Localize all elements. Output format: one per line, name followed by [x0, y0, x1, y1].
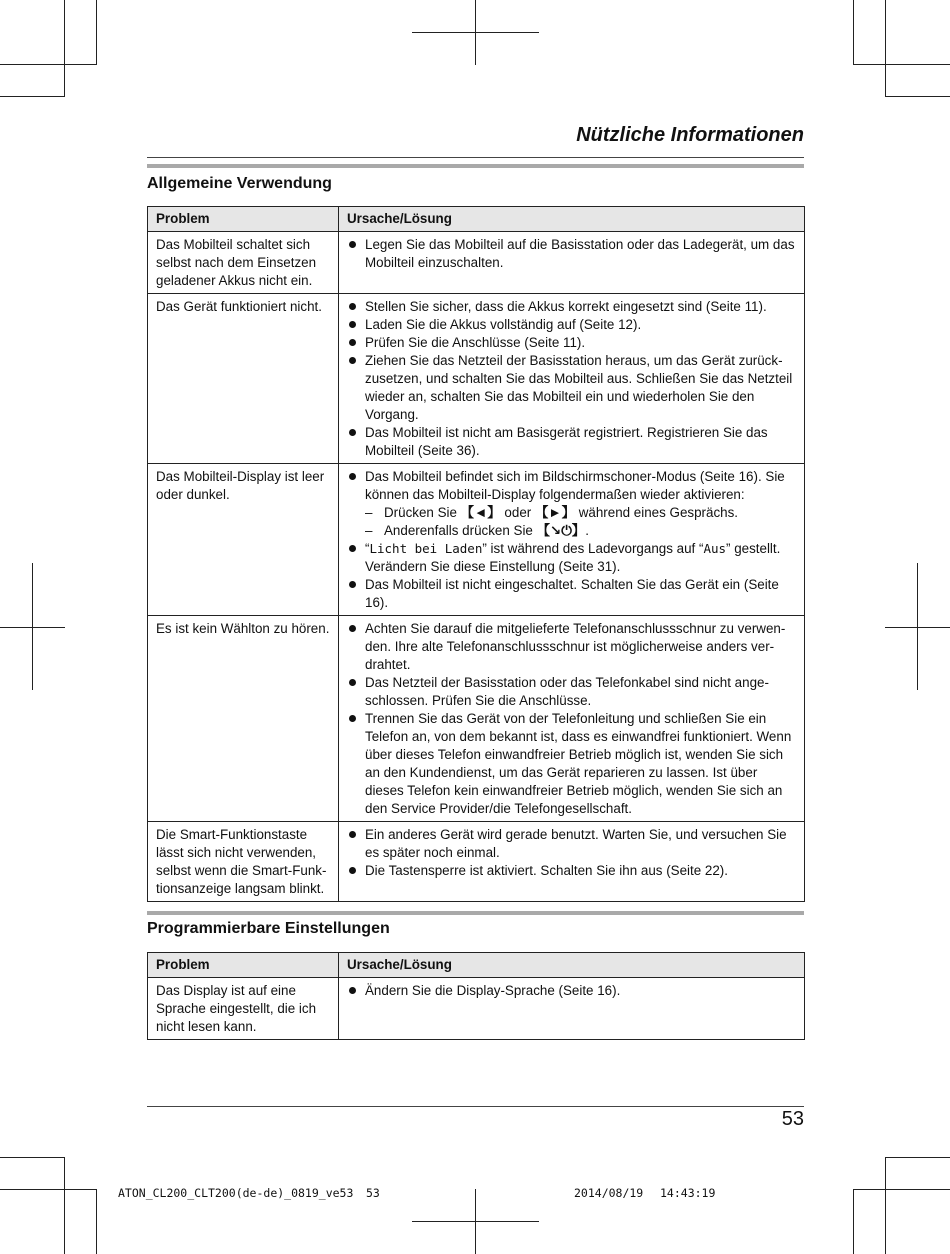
table-row [148, 822, 805, 902]
solution-item [347, 468, 796, 540]
crop-mark [885, 0, 886, 97]
crop-mark [885, 1157, 886, 1254]
problem-cell: Es ist kein Wählton zu hören. [148, 616, 339, 822]
sub-text: Anderenfalls drücken Sie [384, 523, 537, 538]
solution-item: Laden Sie die Akkus vollständig auf (Seite 12). [347, 316, 796, 334]
crop-mark [0, 627, 65, 628]
crop-mark [96, 0, 97, 65]
right-key-icon: 【►】 [534, 505, 575, 520]
crop-mark [853, 64, 950, 65]
problem-cell: Die Smart-Funktionstaste lässt sich nicht verwenden, selbst wenn die Smart-Funktionsanzeige langsam blinkt. [148, 822, 339, 902]
footer-rule [147, 1106, 804, 1107]
table-row [148, 294, 805, 464]
menu-setting-value: Aus [703, 541, 727, 556]
solution-item: Ändern Sie die Display-Sprache (Seite 16). [347, 982, 796, 1000]
solution-cell [339, 294, 805, 464]
solution-item: Ziehen Sie das Netzteil der Basisstation heraus, um das Gerät zurückzusetzen, und schalten Sie das Mobilteil aus. Schließen Sie das Netzteil wieder an, schalten Sie das Mobilteil ein und wiederholen Sie den Vorgang. [347, 352, 796, 424]
chapter-title: Nützliche Informationen [576, 124, 804, 146]
menu-setting-name: Licht bei Laden [369, 541, 483, 556]
table-header-row [148, 207, 805, 232]
crop-mark [96, 1189, 97, 1254]
quote-mark: “ [365, 541, 370, 556]
crop-mark [0, 96, 65, 97]
solution-item: Das Netzteil der Basisstation oder das Telefonkabel sind nicht angeschlossen. Prüfen Sie die Anschlüsse. [347, 674, 796, 710]
solution-item: Das Mobilteil ist nicht am Basisgerät registriert. Registrieren Sie das Mobilteil (Seite 36). [347, 424, 796, 460]
column-header-solution: Ursache/Lösung [339, 953, 805, 978]
column-header-solution: Ursache/Lösung [339, 207, 805, 232]
sub-solution-item [365, 504, 796, 522]
crop-mark [885, 627, 950, 628]
crop-mark [853, 0, 854, 65]
solution-cell [339, 232, 805, 294]
header-rule [147, 157, 804, 158]
crop-mark [853, 1189, 854, 1254]
solution-item: Ein anderes Gerät wird gerade benutzt. Warten Sie, und versuchen Sie es später noch einmal. [347, 826, 796, 862]
solution-cell [339, 822, 805, 902]
solution-cell [339, 616, 805, 822]
crop-mark [64, 0, 65, 97]
troubleshooting-table-general [147, 206, 805, 902]
troubleshooting-table-settings [147, 952, 805, 1040]
solution-item [347, 540, 796, 576]
sub-text: oder [500, 505, 535, 520]
footer-time: 14:43:19 [660, 1186, 716, 1200]
solution-item: Prüfen Sie die Anschlüsse (Seite 11). [347, 334, 796, 352]
table-row [148, 616, 805, 822]
sub-solution-item [365, 522, 796, 540]
footer-file-name: ATON_CL200_CLT200(de-de)_0819_ve53 [118, 1186, 354, 1200]
section-title-general-use: Allgemeine Verwendung [147, 175, 332, 192]
table-row [148, 232, 805, 294]
solution-item: Die Tastensperre ist aktiviert. Schalten Sie ihn aus (Seite 22). [347, 862, 796, 880]
solution-item: Legen Sie das Mobilteil auf die Basisstation oder das Ladegerät, um das Mobilteil einzuschalten. [347, 236, 796, 272]
solution-cell [339, 978, 805, 1040]
solution-text: ” ist während des Ladevorgangs auf “ [482, 541, 704, 556]
table-row [148, 978, 805, 1040]
solution-text: Das Mobilteil befindet sich im Bildschirmschoner-Modus (Seite 16). Sie können das Mobilteil-Display folgendermaßen wieder aktivieren: [365, 469, 785, 502]
footer-page: 53 [366, 1186, 380, 1200]
solution-cell [339, 464, 805, 616]
crop-mark [0, 64, 97, 65]
crop-mark [0, 1157, 65, 1158]
crop-mark [412, 1221, 539, 1222]
problem-cell: Das Display ist auf eine Sprache eingestellt, die ich nicht lesen kann. [148, 978, 339, 1040]
crop-mark [412, 32, 539, 33]
table-header-row [148, 953, 805, 978]
section-rule-bar [147, 911, 804, 915]
page-number: 53 [781, 1108, 804, 1130]
solution-item: Das Mobilteil ist nicht eingeschaltet. Schalten Sie das Gerät ein (Seite 16). [347, 576, 796, 612]
crop-mark [853, 1189, 950, 1190]
footer-date: 2014/08/19 [574, 1186, 644, 1200]
sub-text: während eines Gesprächs. [575, 505, 739, 520]
column-header-problem: Problem [148, 207, 339, 232]
sub-text: Drücken Sie [384, 505, 461, 520]
problem-cell: Das Gerät funktioniert nicht. [148, 294, 339, 464]
problem-cell: Das Mobilteil schaltet sich selbst nach dem Einsetzen geladener Akkus nicht ein. [148, 232, 339, 294]
crop-mark [0, 1189, 97, 1190]
problem-cell: Das Mobilteil-Display ist leer oder dunkel. [148, 464, 339, 616]
off-power-key-icon: 【↘⏻】 [536, 523, 586, 538]
header-rule-bar [147, 164, 804, 168]
solution-item: Achten Sie darauf die mitgelieferte Telefonanschlussschnur zu verwenden. Ihre alte Telefonanschlussschnur ist möglicherweise anders verdrahtet. [347, 620, 796, 674]
solution-item: Trennen Sie das Gerät von der Telefonleitung und schließen Sie ein Telefon an, von dem bekannt ist, dass es einwandfrei funktioniert. Wenn über dieses Telefon einwandfreier Betrieb möglich ist, wenden Sie sich an den Kundendienst, um das Gerät reparieren zu lassen. Ist über dieses Telefon kein einwandfreier Betrieb möglich, wenden Sie sich an den Service Provider/die Telefongesellschaft. [347, 710, 796, 818]
crop-mark [885, 96, 950, 97]
sub-text: . [585, 523, 589, 538]
crop-mark [885, 1157, 950, 1158]
solution-item: Stellen Sie sicher, dass die Akkus korrekt eingesetzt sind (Seite 11). [347, 298, 796, 316]
left-key-icon: 【◄】 [460, 505, 501, 520]
table-row [148, 464, 805, 616]
crop-mark [64, 1157, 65, 1254]
solution-text: ” gestellt. Verändern Sie diese Einstellung (Seite 31). [365, 541, 781, 574]
column-header-problem: Problem [148, 953, 339, 978]
section-title-programmable-settings: Programmierbare Einstellungen [147, 920, 390, 937]
